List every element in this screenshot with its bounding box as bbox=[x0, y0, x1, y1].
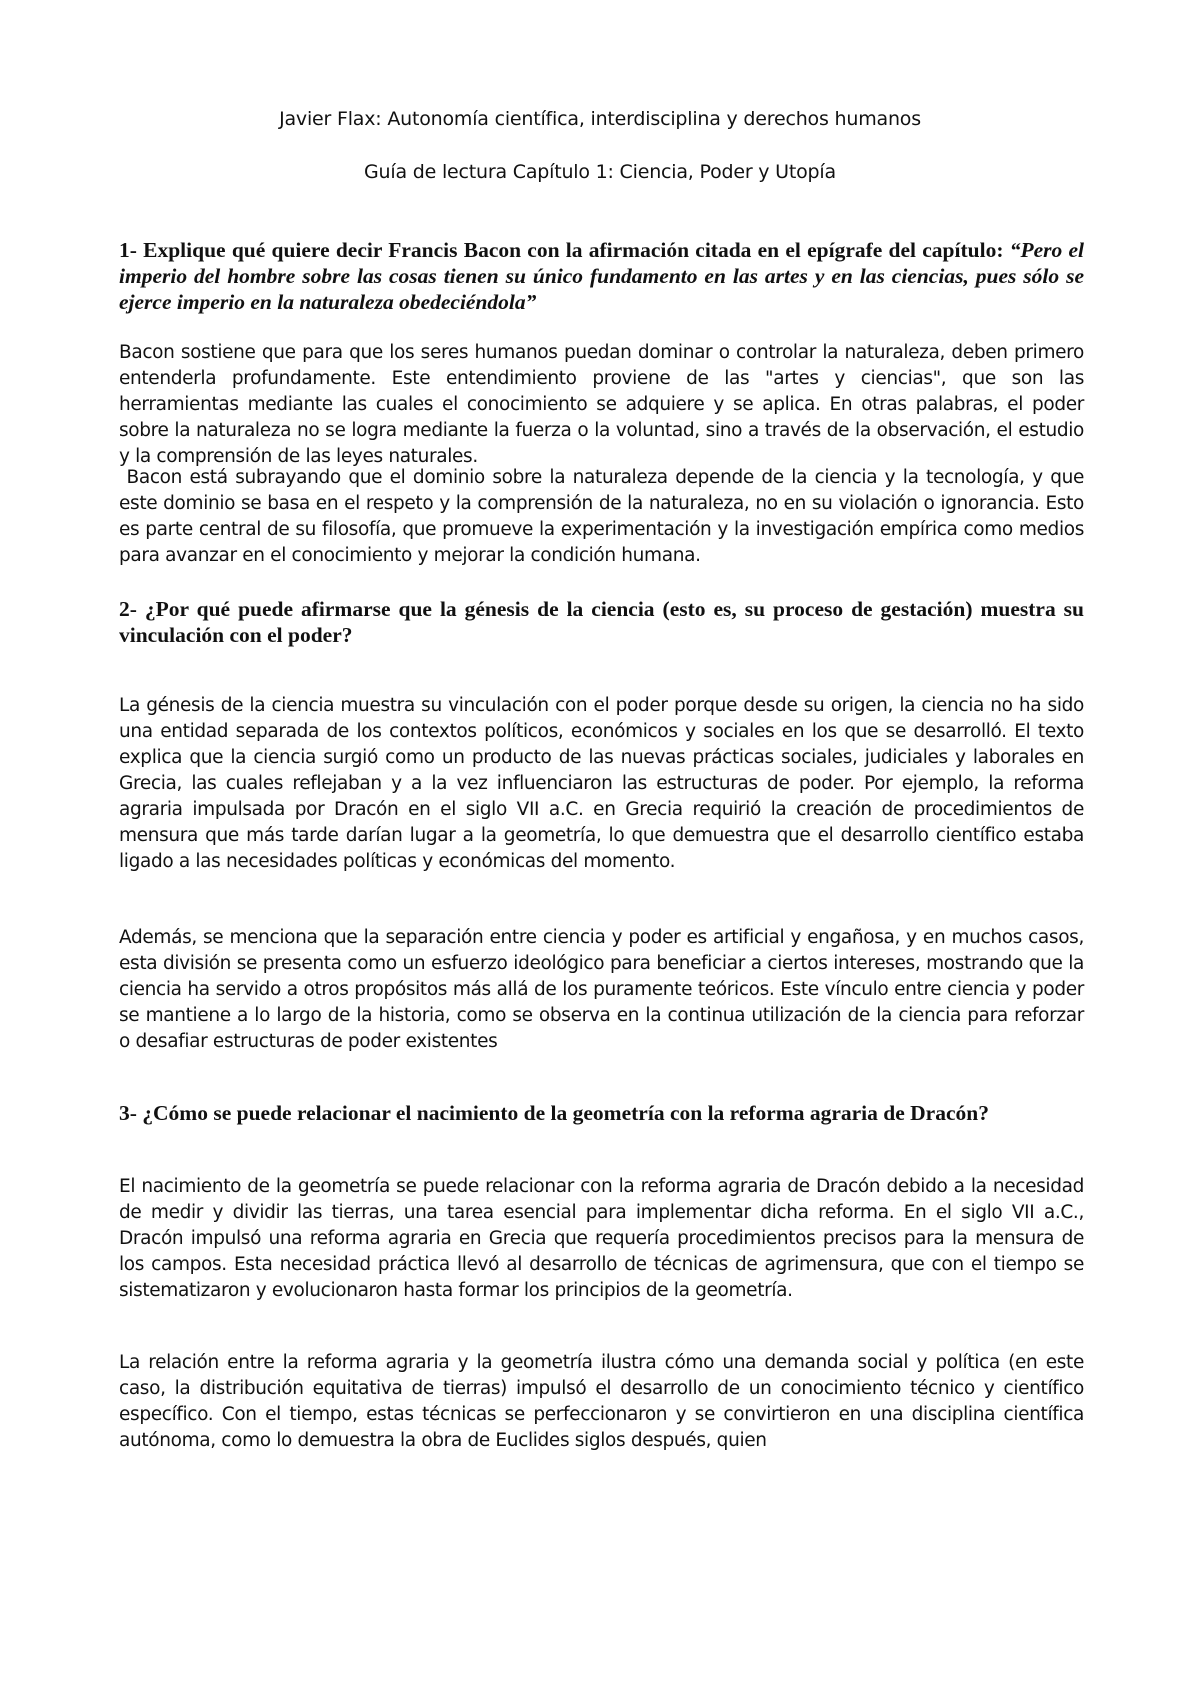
question-3 bbox=[119, 1100, 1084, 1126]
document-title: Javier Flax: Autonomía científica, interdisciplina y derechos humanos bbox=[279, 108, 921, 130]
answer-2-paragraph-1: La génesis de la ciencia muestra su vinculación con el poder porque desde su origen, la ciencia no ha sido una entidad separada de los contextos políticos, económicos y sociales en los que se desarrolló. El texto explica que la ciencia surgió como un producto de las nuevas prácticas sociales, judiciales y laborales en Grecia, las cuales reflejaban y a la vez influenciaron las estructuras de poder. Por ejemplo, la reforma agraria impulsada por Dracón en el siglo VII a.C. en Grecia requirió la creación de procedimientos de mensura que más tarde darían lugar a la geometría, lo que demuestra que el desarrollo científico estaba ligado a las necesidades políticas y económicas del momento. bbox=[119, 695, 1084, 872]
document-subtitle: Guía de lectura Capítulo 1: Ciencia, Poder y Utopía bbox=[364, 161, 836, 183]
answer-2-paragraph-2: Además, se menciona que la separación entre ciencia y poder es artificial y engañosa, y en muchos casos, esta división se presenta como un esfuerzo ideológico para beneficiar a ciertos intereses, mostrando que la ciencia ha servido a otros propósitos más allá de los puramente teóricos. Este vínculo entre ciencia y poder se mantiene a lo largo de la historia, como se observa en la continua utilización de la ciencia para reforzar o desafiar estructuras de poder existentes bbox=[119, 927, 1084, 1052]
question-1 bbox=[119, 237, 1084, 315]
question-3-text: 3- ¿Cómo se puede relacionar el nacimiento de la geometría con la reforma agraria de Dracón? bbox=[119, 1101, 989, 1125]
question-1-quote: “Pero el imperio del hombre sobre las cosas tienen su único fundamento en las artes y en las ciencias, pues sólo se ejerce imperio en la naturaleza obedeciéndola” bbox=[119, 238, 1084, 314]
question-2-text: 2- ¿Por qué puede afirmarse que la génesis de la ciencia (esto es, su proceso de gestación) muestra su vinculación con el poder? bbox=[119, 597, 1084, 647]
question-2 bbox=[119, 596, 1084, 648]
answer-1-paragraph-2: Bacon está subrayando que el dominio sobre la naturaleza depende de la ciencia y la tecnología, y que este dominio se basa en el respeto y la comprensión de la naturaleza, no en su violación o ignorancia. Esto es parte central de su filosofía, que promueve la experimentación y la investigación empírica como medios para avanzar en el conocimiento y mejorar la condición humana. bbox=[119, 467, 1090, 566]
answer-3-paragraph-2: La relación entre la reforma agraria y la geometría ilustra cómo una demanda social y política (en este caso, la distribución equitativa de tierras) impulsó el desarrollo de un conocimiento técnico y científico específico. Con el tiempo, estas técnicas se perfeccionaron y se convirtieron en una disciplina científica autónoma, como lo demuestra la obra de Euclides siglos después, quien bbox=[119, 1352, 1084, 1451]
answer-1-paragraph-1: Bacon sostiene que para que los seres humanos puedan dominar o controlar la naturaleza, deben primero entenderla profundamente. Este entendimiento proviene de las "artes y ciencias", que son las herramientas mediante las cuales el conocimiento se adquiere y se aplica. En otras palabras, el poder sobre la naturaleza no se logra mediante la fuerza o la voluntad, sino a través de la observación, el estudio y la comprensión de las leyes naturales. bbox=[119, 342, 1084, 467]
answer-3-paragraph-1: El nacimiento de la geometría se puede relacionar con la reforma agraria de Dracón debido a la necesidad de medir y dividir las tierras, una tarea esencial para implementar dicha reforma. En el siglo VII a.C., Dracón impulsó una reforma agraria en Grecia que requería procedimientos precisos para la mensura de los campos. Esta necesidad práctica llevó al desarrollo de técnicas de agrimensura, que con el tiempo se sistematizaron y evolucionaron hasta formar los principios de la geometría. bbox=[119, 1176, 1084, 1301]
question-1-text: 1- Explique qué quiere decir Francis Bacon con la afirmación citada en el epígrafe del capítulo: bbox=[119, 238, 1010, 262]
